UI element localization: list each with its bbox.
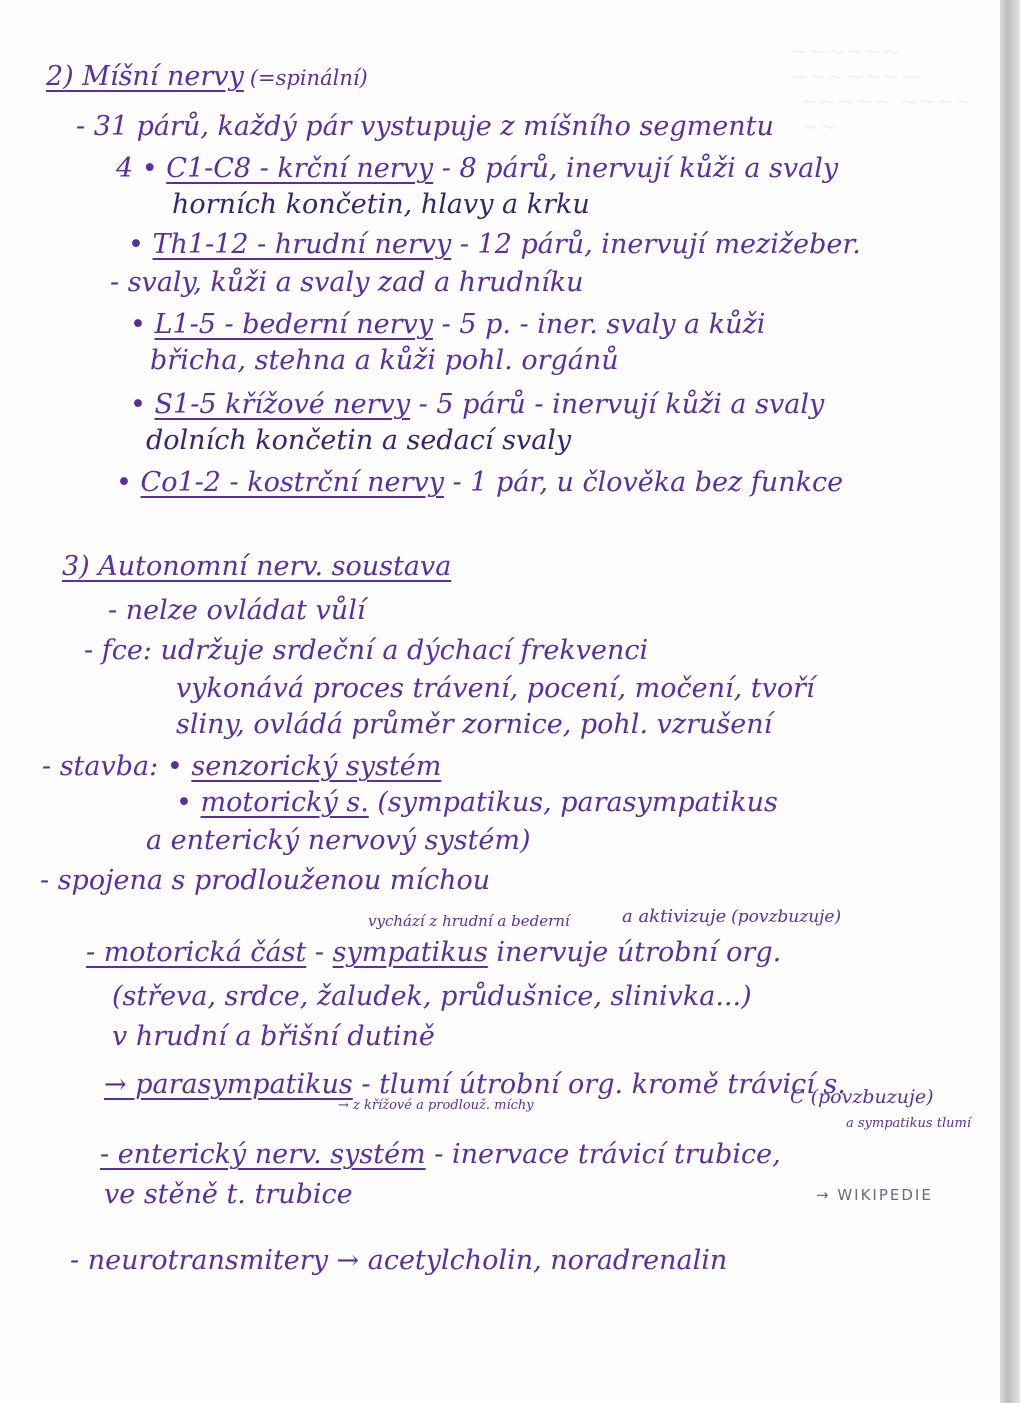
- description: - 1 pár, u člověka bez funkce: [443, 467, 844, 498]
- term: motorický s.: [200, 787, 369, 818]
- page-edge: [1000, 0, 1020, 1403]
- bullet: •: [176, 787, 192, 818]
- show-through-text: ~~~~~ ~~~~ ~~: [800, 90, 973, 140]
- list-item: [42, 750, 441, 784]
- text-line: - svaly, kůži a svaly zad a hrudníku: [110, 267, 584, 298]
- list-item: [104, 1068, 846, 1102]
- text-line: dolních končetin a sedací svaly: [146, 425, 572, 456]
- list-item: [128, 228, 861, 262]
- list-item: [116, 466, 843, 500]
- list-item: [130, 308, 765, 342]
- bullet: •: [130, 309, 146, 340]
- heading-text: 2) Míšní nervy: [46, 61, 244, 92]
- description: - 8 párů, inervují kůži a svaly: [433, 153, 839, 184]
- text-line: ve stěně t. trubice: [104, 1179, 353, 1210]
- list-item: [176, 786, 778, 820]
- bullet: •: [128, 229, 144, 260]
- text-line: - fce: udržuje srdeční a dýchací frekvenci: [84, 635, 649, 666]
- section-3-heading: [62, 550, 451, 584]
- list-item: [86, 936, 781, 970]
- text-line: a enterický nervový systém): [146, 825, 531, 856]
- margin-note: a sympatikus tlumí: [846, 1116, 971, 1131]
- term: → parasympatikus: [104, 1069, 353, 1100]
- note-text: (povzbuzuje): [731, 907, 842, 927]
- term: - motorická část: [86, 937, 307, 968]
- list-item: [130, 388, 824, 422]
- term: S1-5 křížové nervy: [154, 389, 411, 420]
- term: sympatikus: [332, 937, 488, 968]
- text-line: - spojena s prodlouženou míchou: [40, 865, 491, 896]
- text-line: horních končetin, hlavy a krku: [172, 189, 590, 220]
- description: - inervace trávicí trubice,: [425, 1139, 781, 1170]
- description: - 5 párů - inervují kůži a svaly: [410, 389, 825, 420]
- term: C1-C8 - krční nervy: [166, 153, 434, 184]
- bullet: 4 •: [116, 153, 158, 184]
- list-item: [100, 1138, 781, 1172]
- show-through-text: ~~~~~~ ~~~~~~~: [790, 40, 920, 90]
- text-line: - nelze ovládat vůlí: [108, 595, 366, 626]
- text-line: vykonává proces trávení, pocení, močení, tvoří: [176, 673, 815, 704]
- note-text: a aktivizuje: [622, 906, 727, 927]
- bullet: •: [130, 389, 146, 420]
- term: senzorický systém: [191, 751, 442, 782]
- description: - 12 párů, inervují mezižeber.: [451, 229, 861, 260]
- text-line: - 31 párů, každý pár vystupuje z míšního segmentu: [76, 111, 774, 142]
- margin-note: [622, 908, 841, 926]
- description: - tlumí útrobní org. kromě trávicí s.: [352, 1069, 846, 1100]
- term: L1-5 - bederní nervy: [154, 309, 434, 340]
- description: (sympatikus, parasympatikus: [368, 787, 778, 818]
- text-line: sliny, ovládá průměr zornice, pohl. vzrušení: [176, 709, 773, 740]
- text-line: (střeva, srdce, žaludek, průdušnice, slinivka...): [112, 981, 752, 1012]
- list-item: [116, 152, 838, 186]
- bullet: •: [116, 467, 132, 498]
- term: - enterický nerv. systém: [100, 1139, 426, 1170]
- text-line: - neurotransmitery → acetylcholin, noradrenalin: [70, 1245, 728, 1276]
- heading-text: 3) Autonomní nerv. soustava: [62, 551, 452, 582]
- term: Co1-2 - kostrční nervy: [140, 467, 444, 498]
- structure-label: - stavba: •: [42, 751, 183, 782]
- term: Th1-12 - hrudní nervy: [152, 229, 452, 260]
- margin-note: C (povzbuzuje): [790, 1086, 934, 1108]
- section-2-heading: [46, 60, 368, 95]
- text-line: v hrudní a břišní dutině: [112, 1021, 435, 1052]
- margin-note: vychází z hrudní a bederní: [368, 912, 570, 930]
- description: - 5 p. - iner. svaly a kůži: [433, 309, 766, 340]
- heading-note: (=spinální): [249, 66, 368, 90]
- separator: -: [306, 937, 333, 968]
- margin-note: → z křížové a prodlouž. míchy: [338, 1098, 534, 1113]
- wikipedie-stamp: → WIKIPEDIE: [816, 1186, 933, 1204]
- description: inervuje útrobní org.: [487, 937, 782, 968]
- text-line: břicha, stehna a kůži pohl. orgánů: [150, 345, 619, 376]
